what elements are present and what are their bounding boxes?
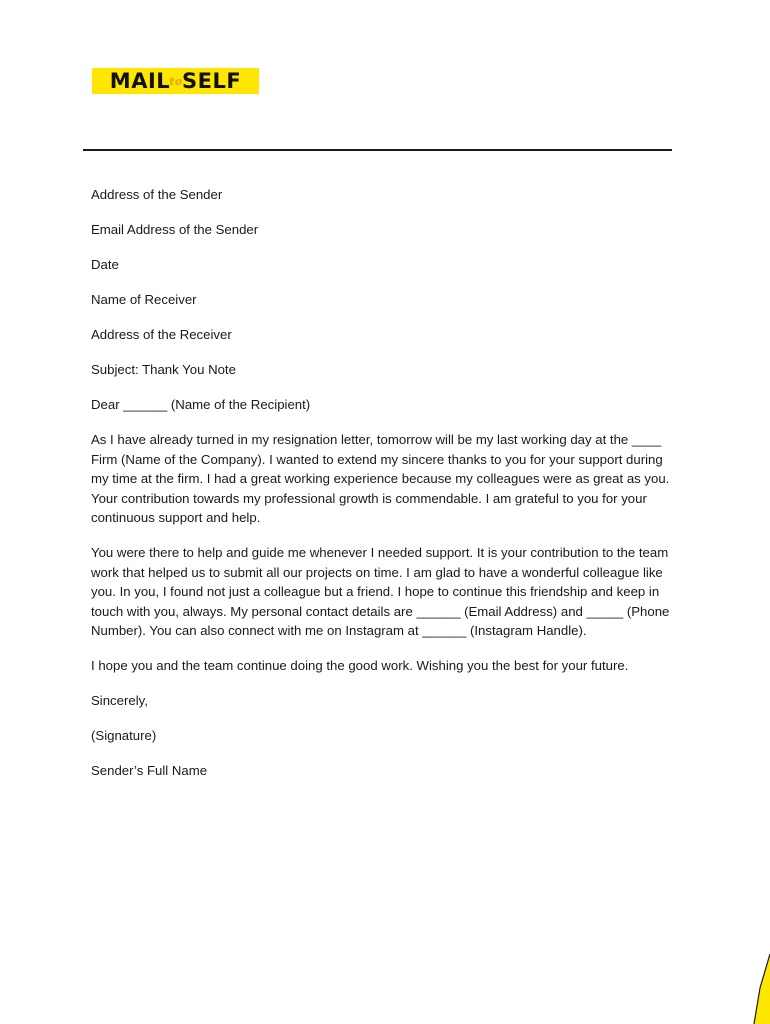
sender-full-name: Sender’s Full Name bbox=[91, 763, 208, 778]
body-paragraph-2: You were there to help and guide me whenever I needed support. It is your contribution to the team work that helped us to submit all our projects on time. I am glad to have a wonderful colleague like you. In you, I found not just a colleague but a friend. I hope to continue this friendship and keep in touch with you, always. My personal contact details are ______ (Email Address) and _____ (Phone Number). You can also connect with me on Instagram at ______ (Instagram Handle). bbox=[91, 545, 670, 638]
corner-decoration-icon bbox=[748, 954, 770, 1024]
closing: Sincerely, bbox=[91, 693, 148, 708]
body-paragraph-3: I hope you and the team continue doing the good work. Wishing you the best for your future. bbox=[91, 658, 629, 673]
letter-subject: Subject: Thank You Note bbox=[91, 362, 236, 377]
receiver-name: Name of Receiver bbox=[91, 292, 197, 307]
corner-yellow-shape bbox=[754, 954, 770, 1024]
logo-left: MAIL bbox=[109, 68, 171, 93]
salutation: Dear ______ (Name of the Recipient) bbox=[91, 397, 311, 412]
logo-right: SELF bbox=[181, 68, 242, 93]
sender-email: Email Address of the Sender bbox=[91, 222, 259, 237]
letter-body bbox=[91, 185, 671, 796]
logo-text bbox=[109, 68, 242, 93]
sender-address: Address of the Sender bbox=[91, 187, 223, 202]
body-paragraph-1: As I have already turned in my resignation letter, tomorrow will be my last working day at the ____ Firm (Name of the Company). I wanted to extend my sincere thanks to you for your support during my time at the firm. I had a great working experience because my colleagues were as great as you. Your contribution towards my professional growth is commendable. I am grateful to you for your continuous support and help. bbox=[91, 432, 670, 525]
logo-connector: to bbox=[169, 75, 183, 88]
letter-date: Date bbox=[91, 257, 119, 272]
header-divider bbox=[83, 149, 672, 151]
receiver-address: Address of the Receiver bbox=[91, 327, 232, 342]
mailtoself-logo bbox=[92, 68, 259, 94]
signature-placeholder: (Signature) bbox=[91, 728, 157, 743]
